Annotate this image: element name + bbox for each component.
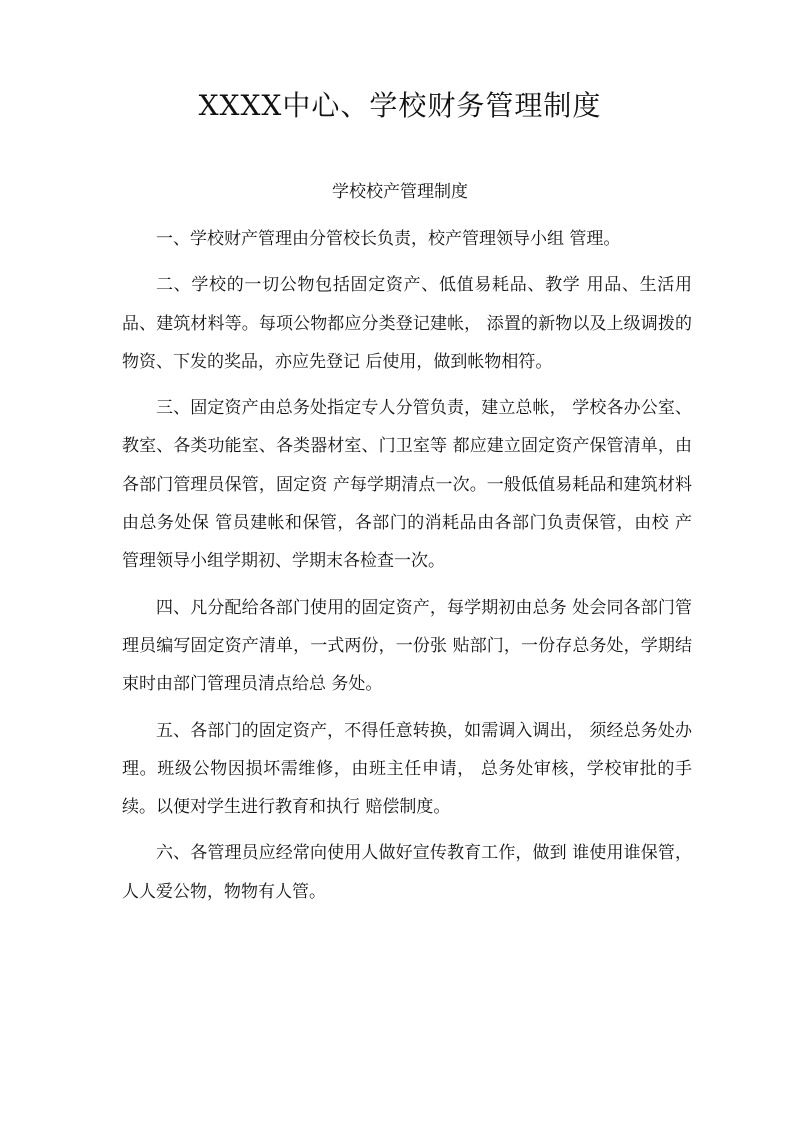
document-body — [122, 220, 692, 919]
paragraph-5: 五、各部门的固定资产，不得任意转换，如需调入调出， 须经总务处办理。班级公物因损坏需维修，由班主任申请， 总务处审核，学校审批的手续。以便对学生进行教育和执行 赔偿制度。 — [122, 720, 692, 818]
section-title: 学校校产管理制度 — [332, 182, 468, 202]
paragraph-1: 一、学校财产管理由分管校长负责，校产管理领导小组 管理。 — [156, 229, 621, 249]
paragraph-2: 二、学校的一切公物包括固定资产、低值易耗品、教学 用品、生活用品、建筑材料等。每项公物都应分类登记建帐， 添置的新物以及上级调拨的物资、下发的奖品，亦应先登记 后使用，做到帐物相符。 — [122, 275, 692, 372]
document-title: XXXX中心、学校财务管理制度 — [198, 89, 602, 122]
paragraph-3: 三、固定资产由总务处指定专人分管负责，建立总帐， 学校各办公室、教室、各类功能室、各类器材室、门卫室等 都应建立固定资产保管清单，由各部门管理员保管，固定资 产每学期清点一次。一般低值易耗品和建筑材料由总务处保 管员建帐和保管，各部门的消耗品由各部门负责保管，由校 产管理领导小组学期初、学期末各检查一次。 — [122, 398, 692, 572]
paragraph-4: 四、凡分配给各部门使用的固定资产，每学期初由总务 处会同各部门管理员编写固定资产清单，一式两份，一份张 贴部门，一份存总务处，学期结束时由部门管理员清点给总 务处。 — [122, 597, 692, 695]
paragraph-6: 六、各管理员应经常向使用人做好宣传教育工作，做到 谁使用谁保管，人人爱公物，物物有人管。 — [122, 843, 692, 902]
